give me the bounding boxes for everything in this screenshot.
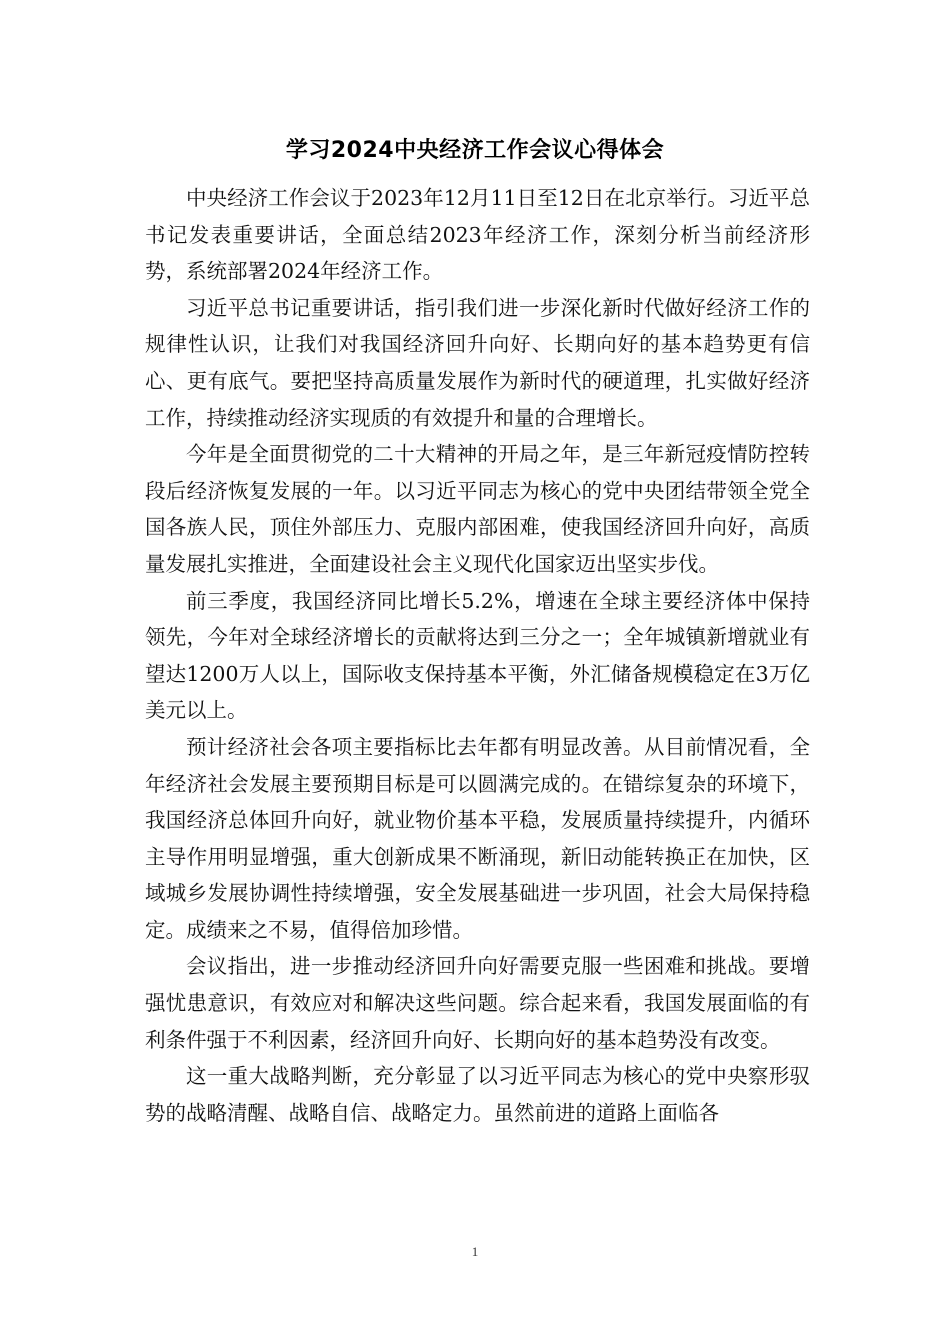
paragraph-6: 会议指出，进一步推动经济回升向好需要克服一些困难和挑战。要增强忧患意识，有效应对和解决这些问题。综合起来看，我国发展面临的有利条件强于不利因素，经济回升向好、长期向好的基本趋势没有改变。 [145, 954, 810, 1052]
document-body [145, 180, 810, 1131]
paragraph-4: 前三季度，我国经济同比增长5.2%，增速在全球主要经济体中保持领先，今年对全球经济增长的贡献将达到三分之一；全年城镇新增就业有望达1200万人以上，国际收支保持基本平衡，外汇储备规模稳定在3万亿美元以上。 [145, 588, 810, 723]
paragraph-1: 中央经济工作会议于2023年12月11日至12日在北京举行。习近平总书记发表重要讲话，全面总结2023年经济工作，深刻分析当前经济形势，系统部署2024年经济工作。 [145, 186, 810, 284]
page-number: 1 [471, 1244, 479, 1259]
paragraph-2: 习近平总书记重要讲话，指引我们进一步深化新时代做好经济工作的规律性认识，让我们对我国经济回升向好、长期向好的基本趋势更有信心、更有底气。要把坚持高质量发展作为新时代的硬道理，扎实做好经济工作，持续推动经济实现质的有效提升和量的合理增长。 [145, 295, 810, 430]
paragraph-7: 这一重大战略判断，充分彰显了以习近平同志为核心的党中央察形驭势的战略清醒、战略自信、战略定力。虽然前进的道路上面临各 [145, 1064, 810, 1125]
document-title: 学习2024中央经济工作会议心得体会 [285, 138, 665, 163]
paragraph-5: 预计经济社会各项主要指标比去年都有明显改善。从目前情况看，全年经济社会发展主要预期目标是可以圆满完成的。在错综复杂的环境下，我国经济总体回升向好，就业物价基本平稳，发展质量持续提升，内循环主导作用明显增强，重大创新成果不断涌现，新旧动能转换正在加快，区域城乡发展协调性持续增强，安全发展基础进一步巩固，社会大局保持稳定。成绩来之不易，值得倍加珍惜。 [145, 734, 810, 942]
paragraph-3: 今年是全面贯彻党的二十大精神的开局之年，是三年新冠疫情防控转段后经济恢复发展的一年。以习近平同志为核心的党中央团结带领全党全国各族人民，顶住外部压力、克服内部困难，使我国经济回升向好，高质量发展扎实推进，全面建设社会主义现代化国家迈出坚实步伐。 [145, 442, 810, 576]
